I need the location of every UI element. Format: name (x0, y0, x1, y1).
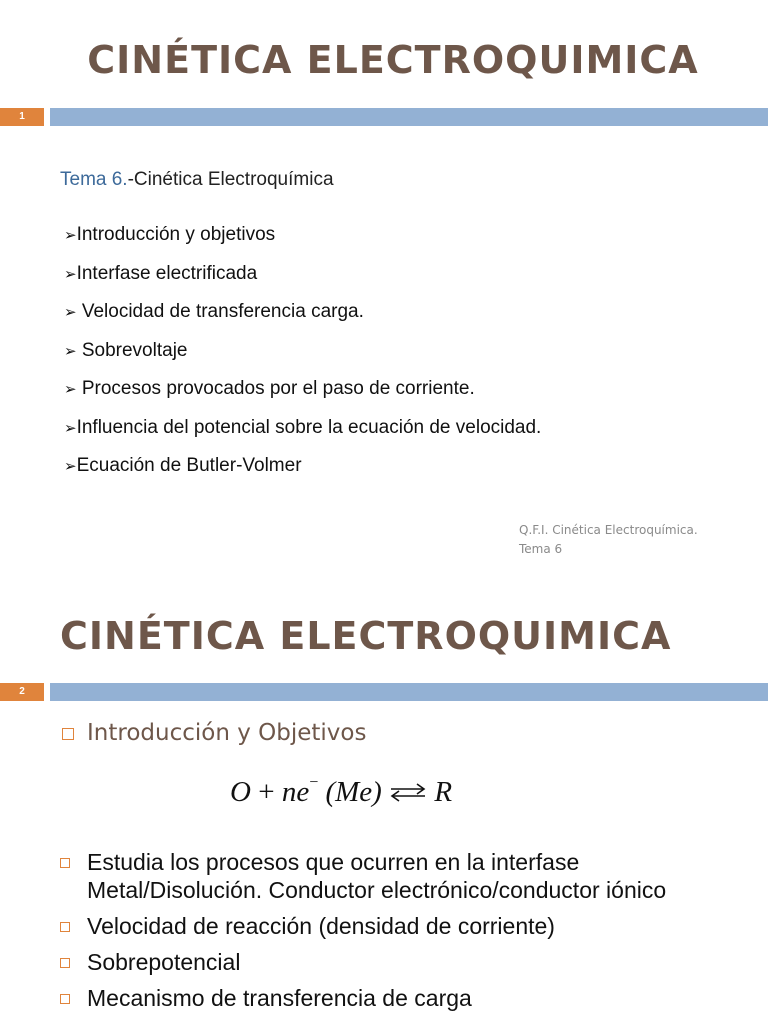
list-item: Mecanismo de transferencia de carga (60, 984, 727, 1012)
topic-number: Tema 6. (60, 169, 128, 190)
list-item: ➢Ecuación de Butler-Volmer (64, 455, 302, 476)
arrow-bullet-icon: ➢ (64, 342, 77, 360)
topic-subtitle (60, 169, 334, 191)
slide-footer: Q.F.I. Cinética Electroquímica. Tema 6 (519, 523, 698, 556)
list-item: ➢ Procesos provocados por el paso de corriente. (64, 378, 475, 399)
list-item: ➢ Velocidad de transferencia carga. (64, 301, 364, 322)
section-heading: Introducción y Objetivos (62, 720, 366, 746)
square-bullet-icon (60, 922, 70, 932)
square-bullet-icon (60, 994, 70, 1004)
arrow-bullet-icon: ➢ (64, 458, 77, 475)
topic-name: -Cinética Electroquímica (127, 169, 334, 190)
arrow-bullet-icon: ➢ (64, 381, 77, 398)
slide-2 (0, 592, 768, 1024)
list-item: Sobrepotencial (60, 948, 727, 976)
table-of-contents (64, 222, 541, 492)
title-divider-bar (50, 683, 768, 701)
square-bullet-icon (62, 728, 74, 740)
arrow-bullet-icon: ➢ (64, 265, 77, 283)
slide-number-badge: 2 (0, 683, 44, 701)
list-item: ➢ Sobrevoltaje (64, 339, 188, 361)
title-divider-bar (50, 108, 768, 126)
slide-title: CINÉTICA ELECTROQUIMICA (60, 614, 672, 658)
reaction-equation: O + ne− (Me) R (230, 774, 453, 808)
objectives-list (60, 848, 727, 1020)
equilibrium-arrows-icon (389, 782, 427, 802)
arrow-bullet-icon: ➢ (64, 304, 77, 321)
slide-title: CINÉTICA ELECTROQUIMICA (87, 38, 699, 82)
square-bullet-icon (60, 858, 70, 868)
list-item: ➢Interfase electrificada (64, 262, 258, 284)
list-item: Estudia los procesos que ocurren en la interfase Metal/Disolución. Conductor electrónico/conductor iónico (60, 848, 727, 904)
square-bullet-icon (60, 958, 70, 968)
list-item: ➢Introducción y objetivos (64, 224, 276, 245)
arrow-bullet-icon: ➢ (64, 227, 77, 244)
arrow-bullet-icon: ➢ (64, 419, 77, 437)
list-item: Velocidad de reacción (densidad de corriente) (60, 912, 727, 940)
list-item: ➢Influencia del potencial sobre la ecuación de velocidad. (64, 416, 542, 438)
slide-number-badge: 1 (0, 108, 44, 126)
